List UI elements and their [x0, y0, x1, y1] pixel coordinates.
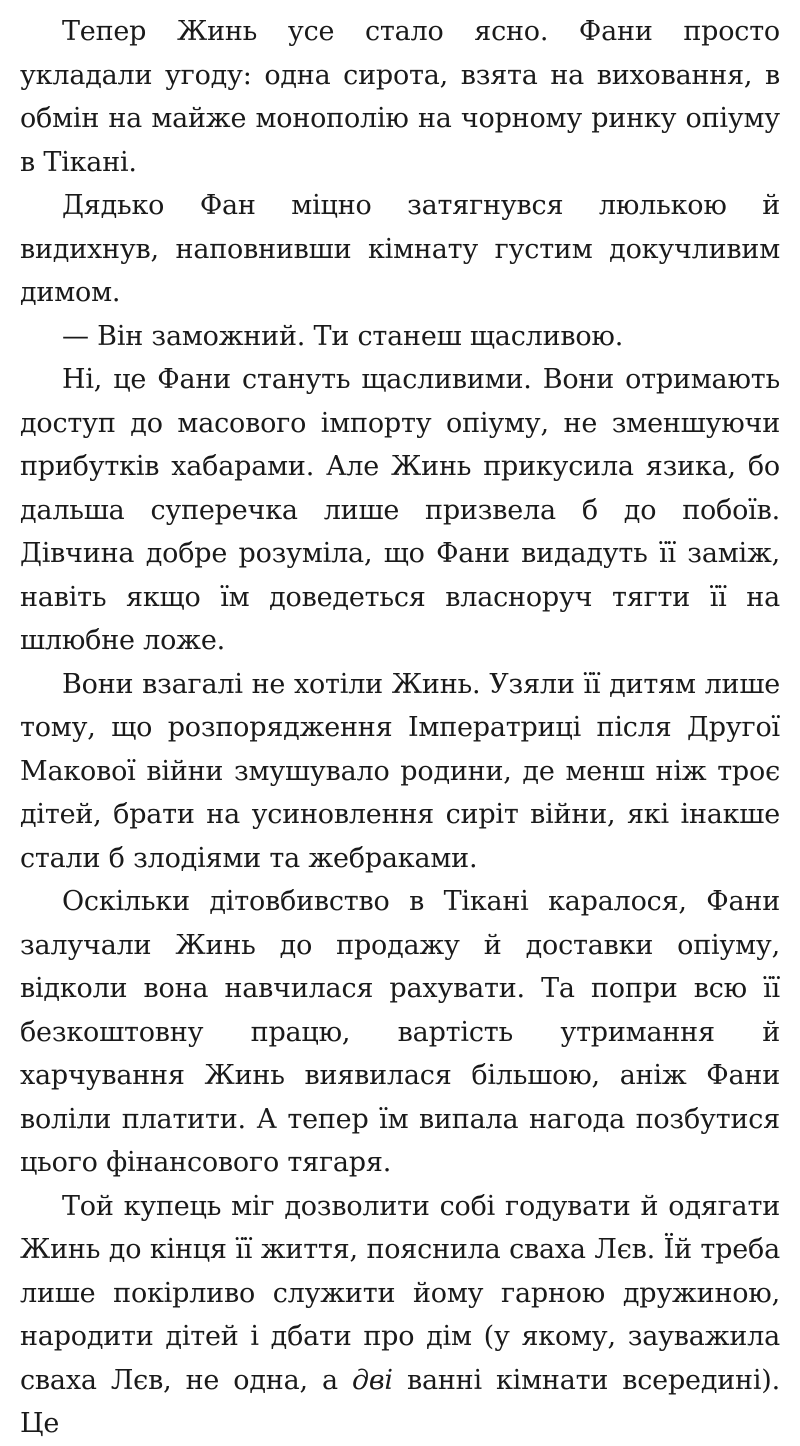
paragraph-4: Ні, це Фани стануть щасливими. Вони отримають доступ до масового імпорту опіуму, не зменшуючи прибутків хабарами. Але Жинь прикусила язика, бо дальша суперечка лише призвела б до побоїв. Дівчина добре розуміла, що Фани видадуть її заміж, навіть якщо їм доведеться власноруч тягти її на шлюбне ложе.	[20, 364, 780, 656]
paragraph-2: Дядько Фан міцно затягнувся люлькою й видихнув, наповнивши кімнату густим докучливим димом.	[20, 190, 780, 308]
paragraph-5: Вони взагалі не хотіли Жинь. Узяли її дитям лише тому, що розпорядження Імператриці після Другої Макової війни змушувало родини, де менш ніж троє дітей, брати на усиновлення сиріт війни, які інакше стали б злодіями та жебраками.	[20, 668, 780, 874]
paragraph-3-dialogue: — Він заможний. Ти станеш щасливою.	[62, 320, 624, 352]
paragraph-7-emphasis: дві	[351, 1364, 393, 1396]
paragraph-7-part-2: ванні кімнати всередині). Це	[20, 1364, 780, 1439]
paragraph-7-part-1: Той купець міг дозволити собі годувати й одягати Жинь до кінця її життя, пояснила сваха Лєв. Їй треба лише покірливо служити йому гарною дружиною, народити дітей і дбати про дім (у якому, зауважила сваха Лєв, не одна, а	[20, 1190, 780, 1396]
paragraph-7	[20, 1185, 780, 1446]
body-text	[20, 10, 780, 1446]
paragraph-6: Оскільки дітовбивство в Тікані каралося, Фани залучали Жинь до продажу й доставки опіуму, відколи вона навчилася рахувати. Та попри всю її безкоштовну працю, вартість утримання й харчування Жинь виявилася більшою, аніж Фани воліли платити. А тепер їм випала нагода позбутися цього фінансового тягаря.	[20, 886, 780, 1178]
paragraph-1: Тепер Жинь усе стало ясно. Фани просто укладали угоду: одна сирота, взята на виховання, в обмін на майже монополію на чорному ринку опіуму в Тікані.	[20, 16, 780, 178]
